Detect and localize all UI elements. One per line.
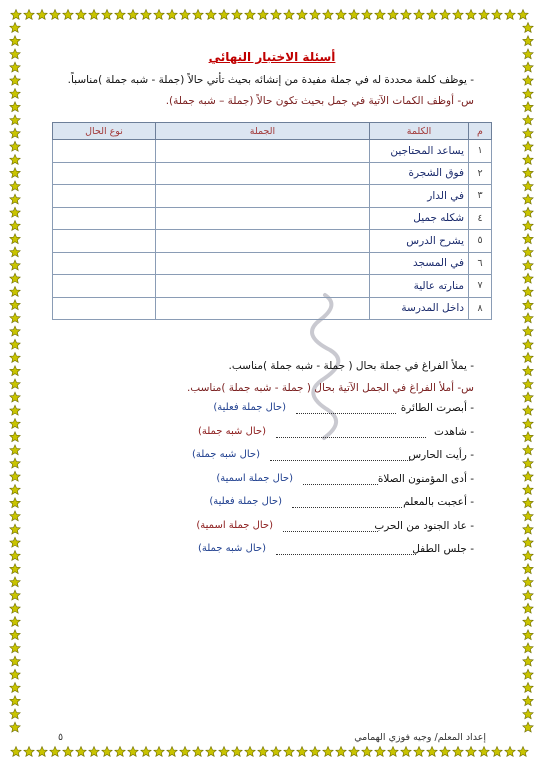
star-icon xyxy=(523,260,533,270)
table-row xyxy=(53,275,492,298)
star-icon xyxy=(115,747,125,757)
star-icon xyxy=(10,168,20,178)
table-row xyxy=(53,207,492,230)
star-icon xyxy=(523,696,533,706)
star-icon xyxy=(523,603,533,613)
star-icon xyxy=(102,10,112,20)
star-icon xyxy=(523,234,533,244)
row-type-cell[interactable] xyxy=(53,162,156,185)
row-type-cell[interactable] xyxy=(53,185,156,208)
star-icon xyxy=(523,102,533,112)
star-icon xyxy=(523,353,533,363)
row-sentence-cell[interactable] xyxy=(156,275,370,298)
row-number: ٧ xyxy=(469,275,492,298)
star-icon xyxy=(10,471,20,481)
star-icon xyxy=(258,747,268,757)
star-icon xyxy=(10,590,20,600)
fill-hint: (حال جملة فعلية) xyxy=(209,496,282,507)
star-icon xyxy=(10,207,20,217)
task2-question: س- أملأ الفراغ في الجمل الآتية بحال ( جملة - شبه جملة )مناسب. xyxy=(186,382,474,394)
star-icon xyxy=(10,656,20,666)
fill-hint: (حال جملة اسمية) xyxy=(216,472,293,484)
star-icon xyxy=(523,471,533,481)
star-icon xyxy=(10,141,20,151)
row-number: ٨ xyxy=(469,297,492,320)
star-icon xyxy=(284,747,294,757)
star-icon xyxy=(388,747,398,757)
star-icon xyxy=(219,747,229,757)
star-icon xyxy=(10,366,20,376)
fill-sentence: - رأيت الحارس xyxy=(408,449,474,461)
star-icon xyxy=(11,747,21,757)
star-icon xyxy=(10,326,20,336)
star-icon xyxy=(523,511,533,521)
star-icon xyxy=(10,287,20,297)
star-icon xyxy=(10,23,20,33)
row-type-cell[interactable] xyxy=(53,140,156,163)
star-icon xyxy=(336,10,346,20)
star-icon xyxy=(10,643,20,653)
star-icon xyxy=(505,747,515,757)
star-icon xyxy=(523,89,533,99)
row-sentence-cell[interactable] xyxy=(156,297,370,320)
star-icon xyxy=(523,722,533,732)
star-icon xyxy=(50,10,60,20)
star-icon xyxy=(10,181,20,191)
star-icon xyxy=(523,75,533,85)
star-icon xyxy=(10,379,20,389)
row-sentence-cell[interactable] xyxy=(156,230,370,253)
star-icon xyxy=(245,747,255,757)
star-icon xyxy=(388,10,398,20)
star-icon xyxy=(10,221,20,231)
star-icon xyxy=(24,747,34,757)
star-icon xyxy=(523,498,533,508)
star-icon xyxy=(76,10,86,20)
row-type-cell[interactable] xyxy=(53,252,156,275)
star-icon xyxy=(10,49,20,59)
fill-sentence: - أدى المؤمنون الصلاة xyxy=(377,472,474,485)
star-icon xyxy=(115,10,125,20)
star-icon xyxy=(232,10,242,20)
star-icon xyxy=(523,709,533,719)
star-icon xyxy=(523,168,533,178)
star-icon xyxy=(206,747,216,757)
row-word: يساعد المحتاجين xyxy=(370,140,469,163)
star-icon xyxy=(37,747,47,757)
task1-question: س- أوظف الكمات الآتية في جمل بحيث تكون حالاً (جملة – شبه جملة). xyxy=(165,95,474,107)
star-icon xyxy=(10,392,20,402)
fill-item xyxy=(112,449,474,467)
fill-item xyxy=(112,543,474,561)
star-icon xyxy=(10,511,20,521)
star-icon xyxy=(523,656,533,666)
star-icon xyxy=(10,75,20,85)
star-icon xyxy=(523,458,533,468)
task2-instruction: - يملأ الفراغ في جملة بحال ( جملة - شبه جملة )مناسب. xyxy=(228,360,474,372)
star-icon xyxy=(10,696,20,706)
star-icon xyxy=(523,115,533,125)
star-icon xyxy=(10,537,20,547)
star-icon xyxy=(10,722,20,732)
star-icon xyxy=(349,10,359,20)
star-icon xyxy=(523,392,533,402)
star-icon xyxy=(258,10,268,20)
star-icon xyxy=(310,10,320,20)
table-row xyxy=(53,252,492,275)
star-icon xyxy=(154,747,164,757)
star-icon xyxy=(11,10,21,20)
star-icon xyxy=(284,10,294,20)
header-num: م xyxy=(469,123,492,140)
worksheet xyxy=(30,30,514,743)
star-icon xyxy=(232,747,242,757)
star-icon xyxy=(10,194,20,204)
star-icon xyxy=(523,537,533,547)
row-number: ٦ xyxy=(469,252,492,275)
star-icon xyxy=(523,445,533,455)
star-icon xyxy=(523,551,533,561)
star-icon xyxy=(219,10,229,20)
fill-hint: (حال جملة اسمية) xyxy=(196,519,273,531)
star-icon xyxy=(523,128,533,138)
star-icon xyxy=(37,10,47,20)
star-icon xyxy=(245,10,255,20)
star-icon xyxy=(523,366,533,376)
star-icon xyxy=(440,747,450,757)
star-icon xyxy=(523,577,533,587)
star-icon xyxy=(10,300,20,310)
star-icon xyxy=(523,23,533,33)
sentences-table xyxy=(52,122,492,320)
star-icon xyxy=(479,747,489,757)
star-icon xyxy=(523,326,533,336)
star-icon xyxy=(193,747,203,757)
page-title: أسئلة الاختبار النهائي xyxy=(208,50,336,64)
star-icon xyxy=(518,747,528,757)
row-sentence-cell[interactable] xyxy=(156,140,370,163)
star-icon xyxy=(10,432,20,442)
fill-sentence: - عاد الجنود من الحرب xyxy=(374,519,474,532)
row-number: ٤ xyxy=(469,207,492,230)
star-icon xyxy=(10,419,20,429)
table-row xyxy=(53,140,492,163)
star-icon xyxy=(523,590,533,600)
star-icon xyxy=(466,10,476,20)
fill-sentence: - جلس الطفل xyxy=(412,543,474,555)
star-icon xyxy=(10,128,20,138)
star-icon xyxy=(414,10,424,20)
star-icon xyxy=(10,498,20,508)
star-icon xyxy=(523,300,533,310)
star-icon xyxy=(523,564,533,574)
star-icon xyxy=(466,747,476,757)
star-icon xyxy=(336,747,346,757)
star-icon xyxy=(375,747,385,757)
fill-item xyxy=(112,473,474,491)
star-icon xyxy=(523,643,533,653)
row-sentence-cell[interactable] xyxy=(156,162,370,185)
star-icon xyxy=(492,10,502,20)
star-icon xyxy=(323,747,333,757)
task1-instruction: - يوظف كلمة محددة له في جملة مفيدة من إنشائه بحيث تأتي حالاً (جملة - شبه جملة )مناسباً. xyxy=(67,74,474,86)
star-icon xyxy=(10,564,20,574)
star-icon xyxy=(523,419,533,429)
star-icon xyxy=(523,273,533,283)
star-icon xyxy=(453,10,463,20)
star-icon xyxy=(128,747,138,757)
star-icon xyxy=(10,89,20,99)
star-icon xyxy=(10,445,20,455)
star-icon xyxy=(63,747,73,757)
star-icon xyxy=(141,10,151,20)
star-icon xyxy=(523,405,533,415)
star-icon xyxy=(523,683,533,693)
star-icon xyxy=(10,524,20,534)
star-icon xyxy=(10,458,20,468)
row-word: فوق الشجرة xyxy=(370,162,469,185)
star-icon xyxy=(523,485,533,495)
fill-sentence: - شاهدت xyxy=(433,425,474,438)
table-header-row xyxy=(53,123,492,140)
star-icon xyxy=(10,603,20,613)
star-icon xyxy=(24,10,34,20)
header-word: الكلمة xyxy=(370,123,469,140)
row-type-cell[interactable] xyxy=(53,207,156,230)
row-type-cell[interactable] xyxy=(53,297,156,320)
star-icon xyxy=(453,747,463,757)
fill-blank[interactable] xyxy=(303,484,378,485)
star-icon xyxy=(523,155,533,165)
star-icon xyxy=(206,10,216,20)
star-icon xyxy=(523,141,533,151)
star-icon xyxy=(154,10,164,20)
star-icon xyxy=(362,747,372,757)
fill-blank[interactable] xyxy=(276,437,426,438)
fill-item xyxy=(112,426,474,444)
row-number: ٥ xyxy=(469,230,492,253)
star-icon xyxy=(10,247,20,257)
star-icon xyxy=(10,630,20,640)
star-icon xyxy=(76,747,86,757)
star-icon xyxy=(180,747,190,757)
fill-blank[interactable] xyxy=(283,531,378,532)
star-icon xyxy=(523,62,533,72)
star-icon xyxy=(10,115,20,125)
page-number: ٥ xyxy=(58,732,64,743)
star-icon xyxy=(10,36,20,46)
star-icon xyxy=(10,617,20,627)
header-sentence: الجملة xyxy=(156,123,370,140)
fill-blank[interactable] xyxy=(292,507,402,508)
fill-item xyxy=(112,496,474,514)
star-icon xyxy=(427,10,437,20)
star-icon xyxy=(10,155,20,165)
star-icon xyxy=(193,10,203,20)
star-icon xyxy=(167,747,177,757)
star-icon xyxy=(523,669,533,679)
row-sentence-cell[interactable] xyxy=(156,252,370,275)
row-sentence-cell[interactable] xyxy=(156,207,370,230)
star-icon xyxy=(523,181,533,191)
table-row xyxy=(53,297,492,320)
star-icon xyxy=(362,10,372,20)
star-icon xyxy=(523,339,533,349)
star-icon xyxy=(523,49,533,59)
star-icon xyxy=(414,747,424,757)
star-icon xyxy=(10,339,20,349)
star-icon xyxy=(440,10,450,20)
star-icon xyxy=(10,577,20,587)
star-icon xyxy=(523,207,533,217)
star-icon xyxy=(10,313,20,323)
star-icon xyxy=(297,747,307,757)
header-type: نوع الحال xyxy=(53,123,156,140)
star-icon xyxy=(89,747,99,757)
row-word: شكله جميل xyxy=(370,207,469,230)
star-icon xyxy=(523,379,533,389)
row-type-cell[interactable] xyxy=(53,275,156,298)
row-number: ٢ xyxy=(469,162,492,185)
fill-hint: (حال جملة فعلية) xyxy=(213,402,286,413)
star-icon xyxy=(167,10,177,20)
star-icon xyxy=(492,747,502,757)
fill-blank[interactable] xyxy=(270,460,410,461)
star-icon xyxy=(10,260,20,270)
star-icon xyxy=(323,10,333,20)
fill-sentence: - أعجبت بالمعلم xyxy=(403,496,474,508)
star-icon xyxy=(102,747,112,757)
star-icon xyxy=(10,485,20,495)
star-icon xyxy=(10,683,20,693)
star-icon xyxy=(523,194,533,204)
star-icon xyxy=(180,10,190,20)
star-icon xyxy=(523,432,533,442)
star-icon xyxy=(141,747,151,757)
star-icon xyxy=(479,10,489,20)
row-sentence-cell[interactable] xyxy=(156,185,370,208)
star-icon xyxy=(349,747,359,757)
fill-blank[interactable] xyxy=(276,554,416,555)
star-icon xyxy=(10,353,20,363)
star-icon xyxy=(523,617,533,627)
fill-item xyxy=(112,520,474,538)
row-word: منارته عالية xyxy=(370,275,469,298)
row-word: في المسجد xyxy=(370,252,469,275)
star-icon xyxy=(310,747,320,757)
star-icon xyxy=(10,709,20,719)
star-icon xyxy=(10,62,20,72)
fill-item xyxy=(112,402,474,420)
star-icon xyxy=(401,10,411,20)
star-icon xyxy=(63,10,73,20)
star-icon xyxy=(375,10,385,20)
table-row xyxy=(53,185,492,208)
star-icon xyxy=(297,10,307,20)
row-word: في الدار xyxy=(370,185,469,208)
star-icon xyxy=(50,747,60,757)
star-icon xyxy=(523,313,533,323)
table-row xyxy=(53,230,492,253)
star-icon xyxy=(271,747,281,757)
star-icon xyxy=(401,747,411,757)
star-icon xyxy=(128,10,138,20)
row-word: داخل المدرسة xyxy=(370,297,469,320)
star-icon xyxy=(271,10,281,20)
star-icon xyxy=(505,10,515,20)
fill-hint: (حال شبه جملة) xyxy=(191,449,260,460)
star-icon xyxy=(89,10,99,20)
fill-sentence: - أبصرت الطائرة xyxy=(400,402,474,414)
star-icon xyxy=(10,273,20,283)
star-icon xyxy=(523,221,533,231)
star-icon xyxy=(523,287,533,297)
table-row xyxy=(53,162,492,185)
row-type-cell[interactable] xyxy=(53,230,156,253)
star-icon xyxy=(523,524,533,534)
row-number: ١ xyxy=(469,140,492,163)
fill-hint: (حال شبه جملة) xyxy=(197,543,266,554)
star-icon xyxy=(10,405,20,415)
star-icon xyxy=(10,551,20,561)
row-word: يشرح الدرس xyxy=(370,230,469,253)
fill-blank[interactable] xyxy=(296,413,396,414)
star-icon xyxy=(10,234,20,244)
star-icon xyxy=(518,10,528,20)
fill-hint: (حال شبه جملة) xyxy=(197,425,266,437)
star-icon xyxy=(523,36,533,46)
star-icon xyxy=(10,102,20,112)
star-icon xyxy=(427,747,437,757)
star-icon xyxy=(523,630,533,640)
star-icon xyxy=(10,669,20,679)
row-number: ٣ xyxy=(469,185,492,208)
star-icon xyxy=(523,247,533,257)
author-credit: إعداد المعلم/ وجيه فوزي الهمامي xyxy=(354,732,486,743)
